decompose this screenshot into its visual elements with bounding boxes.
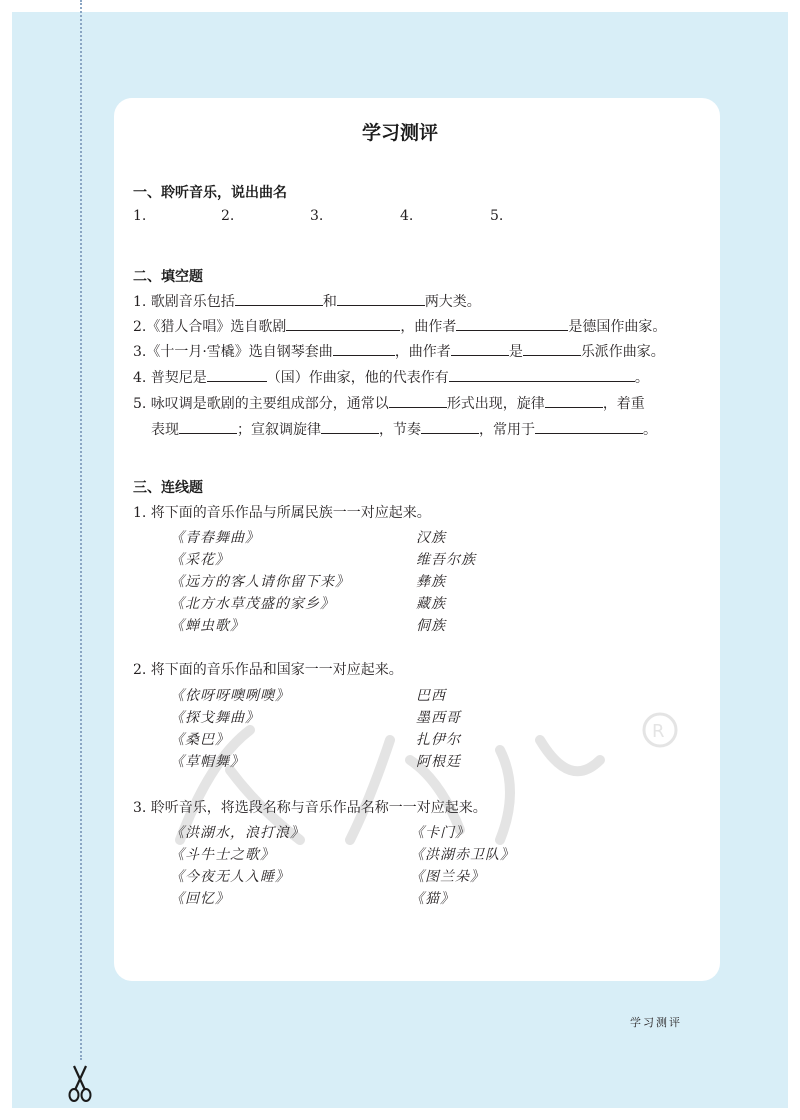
- question-fill-5-cont: 表现 ；宣叙调旋律 ，节奏 ，常用于 。: [151, 418, 657, 440]
- answer-number: 3.: [310, 208, 324, 224]
- answer-blank[interactable]: [235, 290, 323, 306]
- matching-right-item[interactable]: 扎伊尔: [416, 732, 461, 748]
- matching-left-item[interactable]: 《青春舞曲》: [170, 530, 260, 546]
- matching-right-item[interactable]: 《洪湖赤卫队》: [410, 847, 515, 863]
- matching-left-item[interactable]: 《今夜无人入睡》: [170, 869, 290, 885]
- answer-blank[interactable]: [389, 392, 447, 408]
- matching-left-item[interactable]: 《回忆》: [170, 891, 230, 907]
- answer-blank[interactable]: [207, 366, 267, 382]
- matching-left-item[interactable]: 《草帽舞》: [170, 754, 245, 770]
- matching-right-item[interactable]: 藏族: [416, 596, 446, 612]
- matching-right-item[interactable]: 阿根廷: [416, 754, 461, 770]
- answer-blank[interactable]: [421, 418, 479, 434]
- matching-left-item[interactable]: 《采花》: [170, 552, 230, 568]
- answer-blank[interactable]: [286, 315, 400, 331]
- question-fill-4: 4. 普契尼是 （国）作曲家，他的代表作有 。: [133, 366, 649, 388]
- answer-number: 5.: [490, 208, 504, 224]
- matching-right-item[interactable]: 《卡门》: [410, 825, 470, 841]
- answer-blank[interactable]: [333, 340, 395, 356]
- answer-blank[interactable]: [321, 418, 379, 434]
- matching-right-item[interactable]: 彝族: [416, 574, 446, 590]
- answer-number: 4.: [400, 208, 414, 224]
- matching-left-item[interactable]: 《北方水草茂盛的家乡》: [170, 596, 335, 612]
- answer-number: 1.: [133, 208, 147, 224]
- matching-prompt-2: 2. 将下面的音乐作品和国家一一对应起来。: [133, 662, 403, 678]
- matching-right-item[interactable]: 汉族: [416, 530, 446, 546]
- answer-blank[interactable]: [456, 315, 568, 331]
- page-title: 学习测评: [361, 122, 438, 144]
- matching-right-item[interactable]: 《猫》: [410, 891, 455, 907]
- matching-left-item[interactable]: 《斗牛士之歌》: [170, 847, 275, 863]
- matching-right-item[interactable]: 巴西: [416, 688, 446, 704]
- answer-blank[interactable]: [451, 340, 509, 356]
- answer-blank[interactable]: [523, 340, 581, 356]
- answer-blank[interactable]: [545, 392, 603, 408]
- matching-left-item[interactable]: 《桑巴》: [170, 732, 230, 748]
- answer-blank[interactable]: [449, 366, 635, 382]
- page-footer: 学习测评: [630, 1016, 682, 1029]
- matching-left-item[interactable]: 《远方的客人请你留下来》: [170, 574, 350, 590]
- matching-left-item[interactable]: 《依呀呀噢咧噢》: [170, 688, 290, 704]
- answer-number: 2.: [221, 208, 235, 224]
- matching-prompt-1: 1. 将下面的音乐作品与所属民族一一对应起来。: [133, 505, 431, 521]
- question-fill-5: 5. 咏叹调是歌剧的主要组成部分，通常以 形式出现，旋律 ，着重: [133, 392, 645, 414]
- cut-line: [80, 0, 82, 1060]
- section-1-heading: 一、聆听音乐，说出曲名: [133, 185, 287, 201]
- answer-blank[interactable]: [535, 418, 643, 434]
- matching-right-item[interactable]: 侗族: [416, 618, 446, 634]
- svg-text:R: R: [652, 721, 665, 742]
- scissors-icon: [66, 1064, 94, 1104]
- question-fill-3: 3.《十一月·雪橇》选自钢琴套曲 ，曲作者 是 乐派作曲家。: [133, 340, 665, 362]
- question-fill-2: 2.《猎人合唱》选自歌剧 ，曲作者 是德国作曲家。: [133, 315, 666, 337]
- question-fill-1: 1. 歌剧音乐包括 和 两大类。: [133, 290, 481, 312]
- matching-right-item[interactable]: 维吾尔族: [416, 552, 476, 568]
- matching-right-item[interactable]: 《图兰朵》: [410, 869, 485, 885]
- answer-blank[interactable]: [337, 290, 425, 306]
- matching-right-item[interactable]: 墨西哥: [416, 710, 461, 726]
- section-2-heading: 二、填空题: [133, 269, 203, 285]
- answer-blank[interactable]: [179, 418, 237, 434]
- section-3-heading: 三、连线题: [133, 480, 203, 496]
- matching-prompt-3: 3. 聆听音乐，将选段名称与音乐作品名称一一对应起来。: [133, 800, 487, 816]
- matching-left-item[interactable]: 《洪湖水，浪打浪》: [170, 825, 305, 841]
- matching-left-item[interactable]: 《蝉虫歌》: [170, 618, 245, 634]
- matching-left-item[interactable]: 《探戈舞曲》: [170, 710, 260, 726]
